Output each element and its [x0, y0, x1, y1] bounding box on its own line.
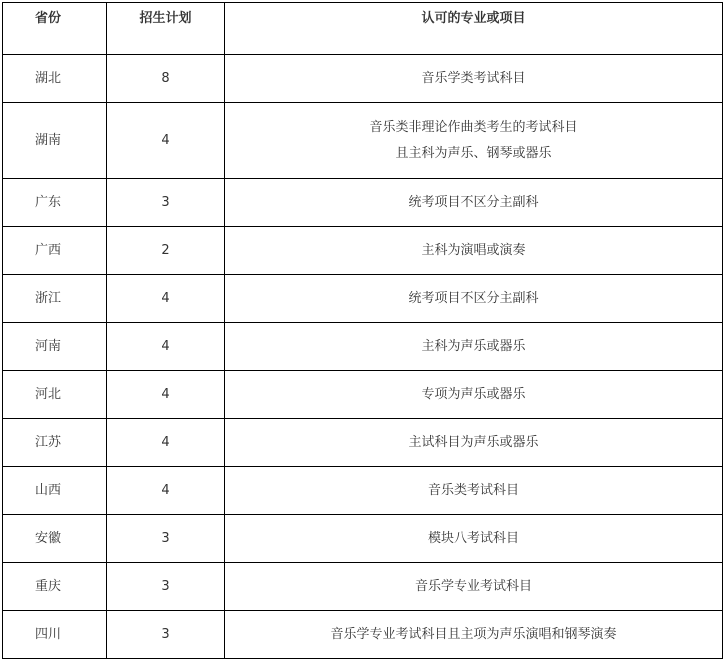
- province-cell: 广东: [3, 179, 107, 227]
- table-row: [3, 371, 723, 419]
- province-cell: 安徽: [3, 515, 107, 563]
- province-cell: 河北: [3, 371, 107, 419]
- plan-cell: 4: [107, 371, 225, 419]
- table-row: [3, 611, 723, 659]
- province-cell: 浙江: [3, 275, 107, 323]
- requirement-text: 模块八考试科目: [427, 530, 519, 546]
- province-cell: 山西: [3, 467, 107, 515]
- table-row: [3, 515, 723, 563]
- requirement-text: 专项为声乐或器乐: [421, 386, 526, 402]
- plan-cell: 3: [107, 515, 225, 563]
- requirement-cell: [225, 323, 723, 371]
- table-row: [3, 563, 723, 611]
- plan-cell: 3: [107, 563, 225, 611]
- requirement-cell: [225, 103, 723, 179]
- requirement-cell: [225, 467, 723, 515]
- requirement-text: 音乐学专业考试科目: [414, 578, 532, 594]
- table-row: [3, 179, 723, 227]
- province-cell: 湖南: [3, 103, 107, 179]
- requirement-text-line-1: 音乐类非理论作曲类考生的考试科目: [369, 119, 578, 135]
- requirement-cell: [225, 179, 723, 227]
- requirement-text: 音乐学专业考试科目且主项为声乐演唱和钢琴演奏: [330, 626, 617, 642]
- province-cell: 广西: [3, 227, 107, 275]
- requirement-text: 主科为声乐或器乐: [421, 338, 526, 354]
- table-row: [3, 55, 723, 103]
- requirement-text: 音乐类考试科目: [427, 482, 519, 498]
- plan-cell: 4: [107, 419, 225, 467]
- plan-cell: 4: [107, 323, 225, 371]
- plan-cell: 3: [107, 611, 225, 659]
- plan-cell: 2: [107, 227, 225, 275]
- province-cell: 重庆: [3, 563, 107, 611]
- province-cell: 湖北: [3, 55, 107, 103]
- table-row: [3, 275, 723, 323]
- header-requirement: 认可的专业或项目: [225, 3, 723, 55]
- requirement-text: 主科为演唱或演奏: [421, 242, 526, 258]
- table-header-row: [3, 3, 723, 55]
- requirement-text: 主试科目为声乐或器乐: [408, 434, 539, 450]
- plan-cell: 4: [107, 275, 225, 323]
- header-province: 省份: [3, 3, 107, 55]
- requirement-cell: [225, 371, 723, 419]
- requirement-cell: [225, 275, 723, 323]
- requirement-cell: [225, 611, 723, 659]
- header-plan: 招生计划: [107, 3, 225, 55]
- requirement-cell: [225, 515, 723, 563]
- requirement-cell: [225, 563, 723, 611]
- table-row: [3, 323, 723, 371]
- province-cell: 河南: [3, 323, 107, 371]
- requirement-text-line-2: 且主科为声乐、钢琴或器乐: [395, 145, 552, 161]
- table-row: [3, 103, 723, 179]
- province-cell: 四川: [3, 611, 107, 659]
- requirement-text: 音乐学类考试科目: [421, 70, 526, 86]
- table-row: [3, 419, 723, 467]
- table-row: [3, 467, 723, 515]
- province-cell: 江苏: [3, 419, 107, 467]
- requirement-cell: [225, 419, 723, 467]
- table-row: [3, 227, 723, 275]
- enrollment-plan-table: [2, 2, 723, 659]
- plan-cell: 3: [107, 179, 225, 227]
- plan-cell: 4: [107, 103, 225, 179]
- requirement-text: 统考项目不区分主副科: [408, 194, 539, 210]
- requirement-cell: [225, 227, 723, 275]
- requirement-cell: [225, 55, 723, 103]
- plan-cell: 4: [107, 467, 225, 515]
- enrollment-table-container: [2, 2, 723, 659]
- requirement-text: 统考项目不区分主副科: [408, 290, 539, 306]
- plan-cell: 8: [107, 55, 225, 103]
